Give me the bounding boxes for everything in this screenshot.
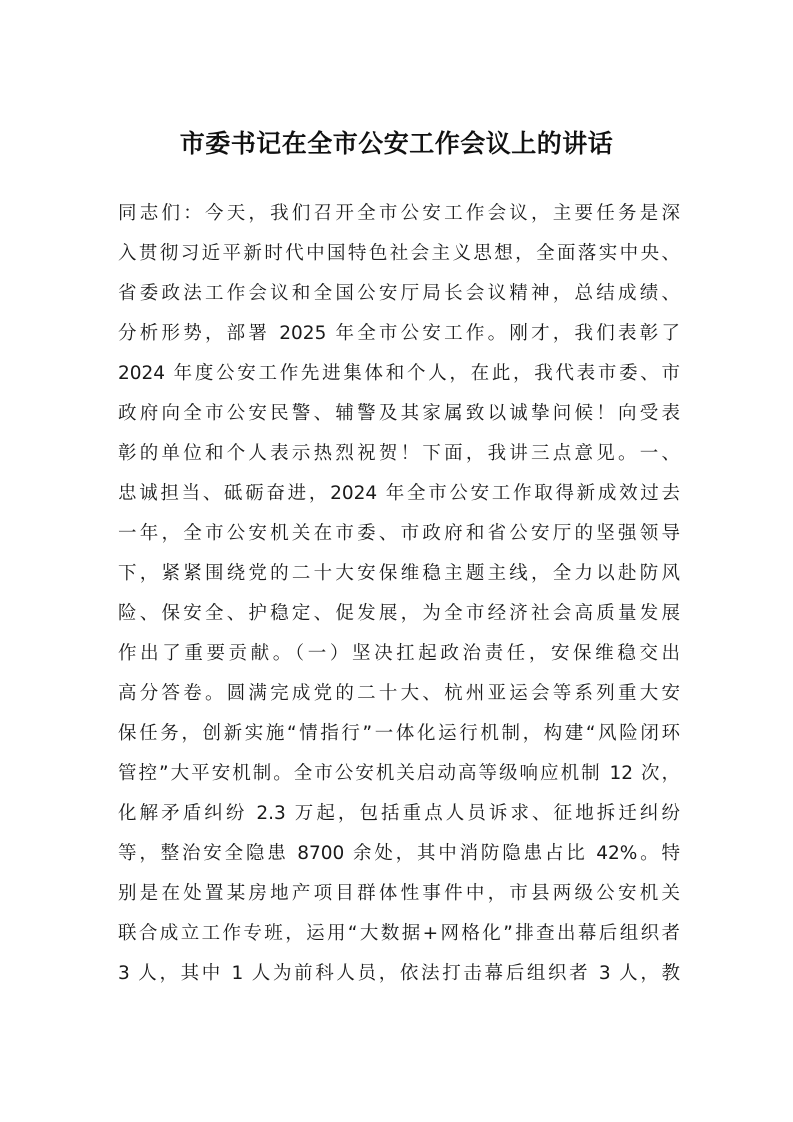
- body-line: 一年，全市公安机关在市委、市政府和省公安厅的坚强领导: [118, 523, 680, 544]
- document-body: [118, 194, 680, 994]
- body-line: 联合成立工作专班，运用“大数据+网格化”排查出幕后组织者: [118, 923, 680, 944]
- body-line: 高分答卷。圆满完成党的二十大、杭州亚运会等系列重大安: [118, 683, 680, 704]
- body-line: 下，紧紧围绕党的二十大安保维稳主题主线，全力以赴防风: [118, 563, 680, 584]
- document-title: 市委书记在全市公安工作会议上的讲话: [179, 129, 614, 158]
- body-line: 别是在处置某房地产项目群体性事件中，市县两级公安机关: [118, 883, 680, 904]
- body-line: 险、保安全、护稳定、促发展，为全市经济社会高质量发展: [118, 603, 680, 624]
- body-line: 同志们：今天，我们召开全市公安工作会议，主要任务是深: [118, 203, 680, 224]
- body-line: 2024 年度公安工作先进集体和个人，在此，我代表市委、市: [118, 363, 680, 384]
- body-line: 忠诚担当、砥砺奋进，2024 年全市公安工作取得新成效过去: [118, 483, 680, 504]
- body-line: 作出了重要贡献。（一）坚决扛起政治责任，安保维稳交出: [118, 643, 680, 664]
- body-line: 等，整治安全隐患 8700 余处，其中消防隐患占比 42%。特: [118, 843, 680, 864]
- body-line: 彰的单位和个人表示热烈祝贺！下面，我讲三点意见。一、: [118, 443, 680, 464]
- body-line: 化解矛盾纠纷 2.3 万起，包括重点人员诉求、征地拆迁纠纷: [118, 803, 680, 824]
- body-line: 分析形势，部署 2025 年全市公安工作。刚才，我们表彰了: [118, 323, 680, 344]
- body-line: 管控”大平安机制。全市公安机关启动高等级响应机制 12 次，: [118, 763, 680, 784]
- body-line: 3 人，其中 1 人为前科人员，依法打击幕后组织者 3 人，教: [118, 963, 680, 984]
- body-line: 保任务，创新实施“情指行”一体化运行机制，构建“风险闭环: [118, 723, 680, 744]
- body-line: 入贯彻习近平新时代中国特色社会主义思想，全面落实中央、: [118, 243, 680, 264]
- body-line: 省委政法工作会议和全国公安厅局长会议精神，总结成绩、: [118, 283, 680, 304]
- body-line: 政府向全市公安民警、辅警及其家属致以诚挚问候！向受表: [118, 403, 680, 424]
